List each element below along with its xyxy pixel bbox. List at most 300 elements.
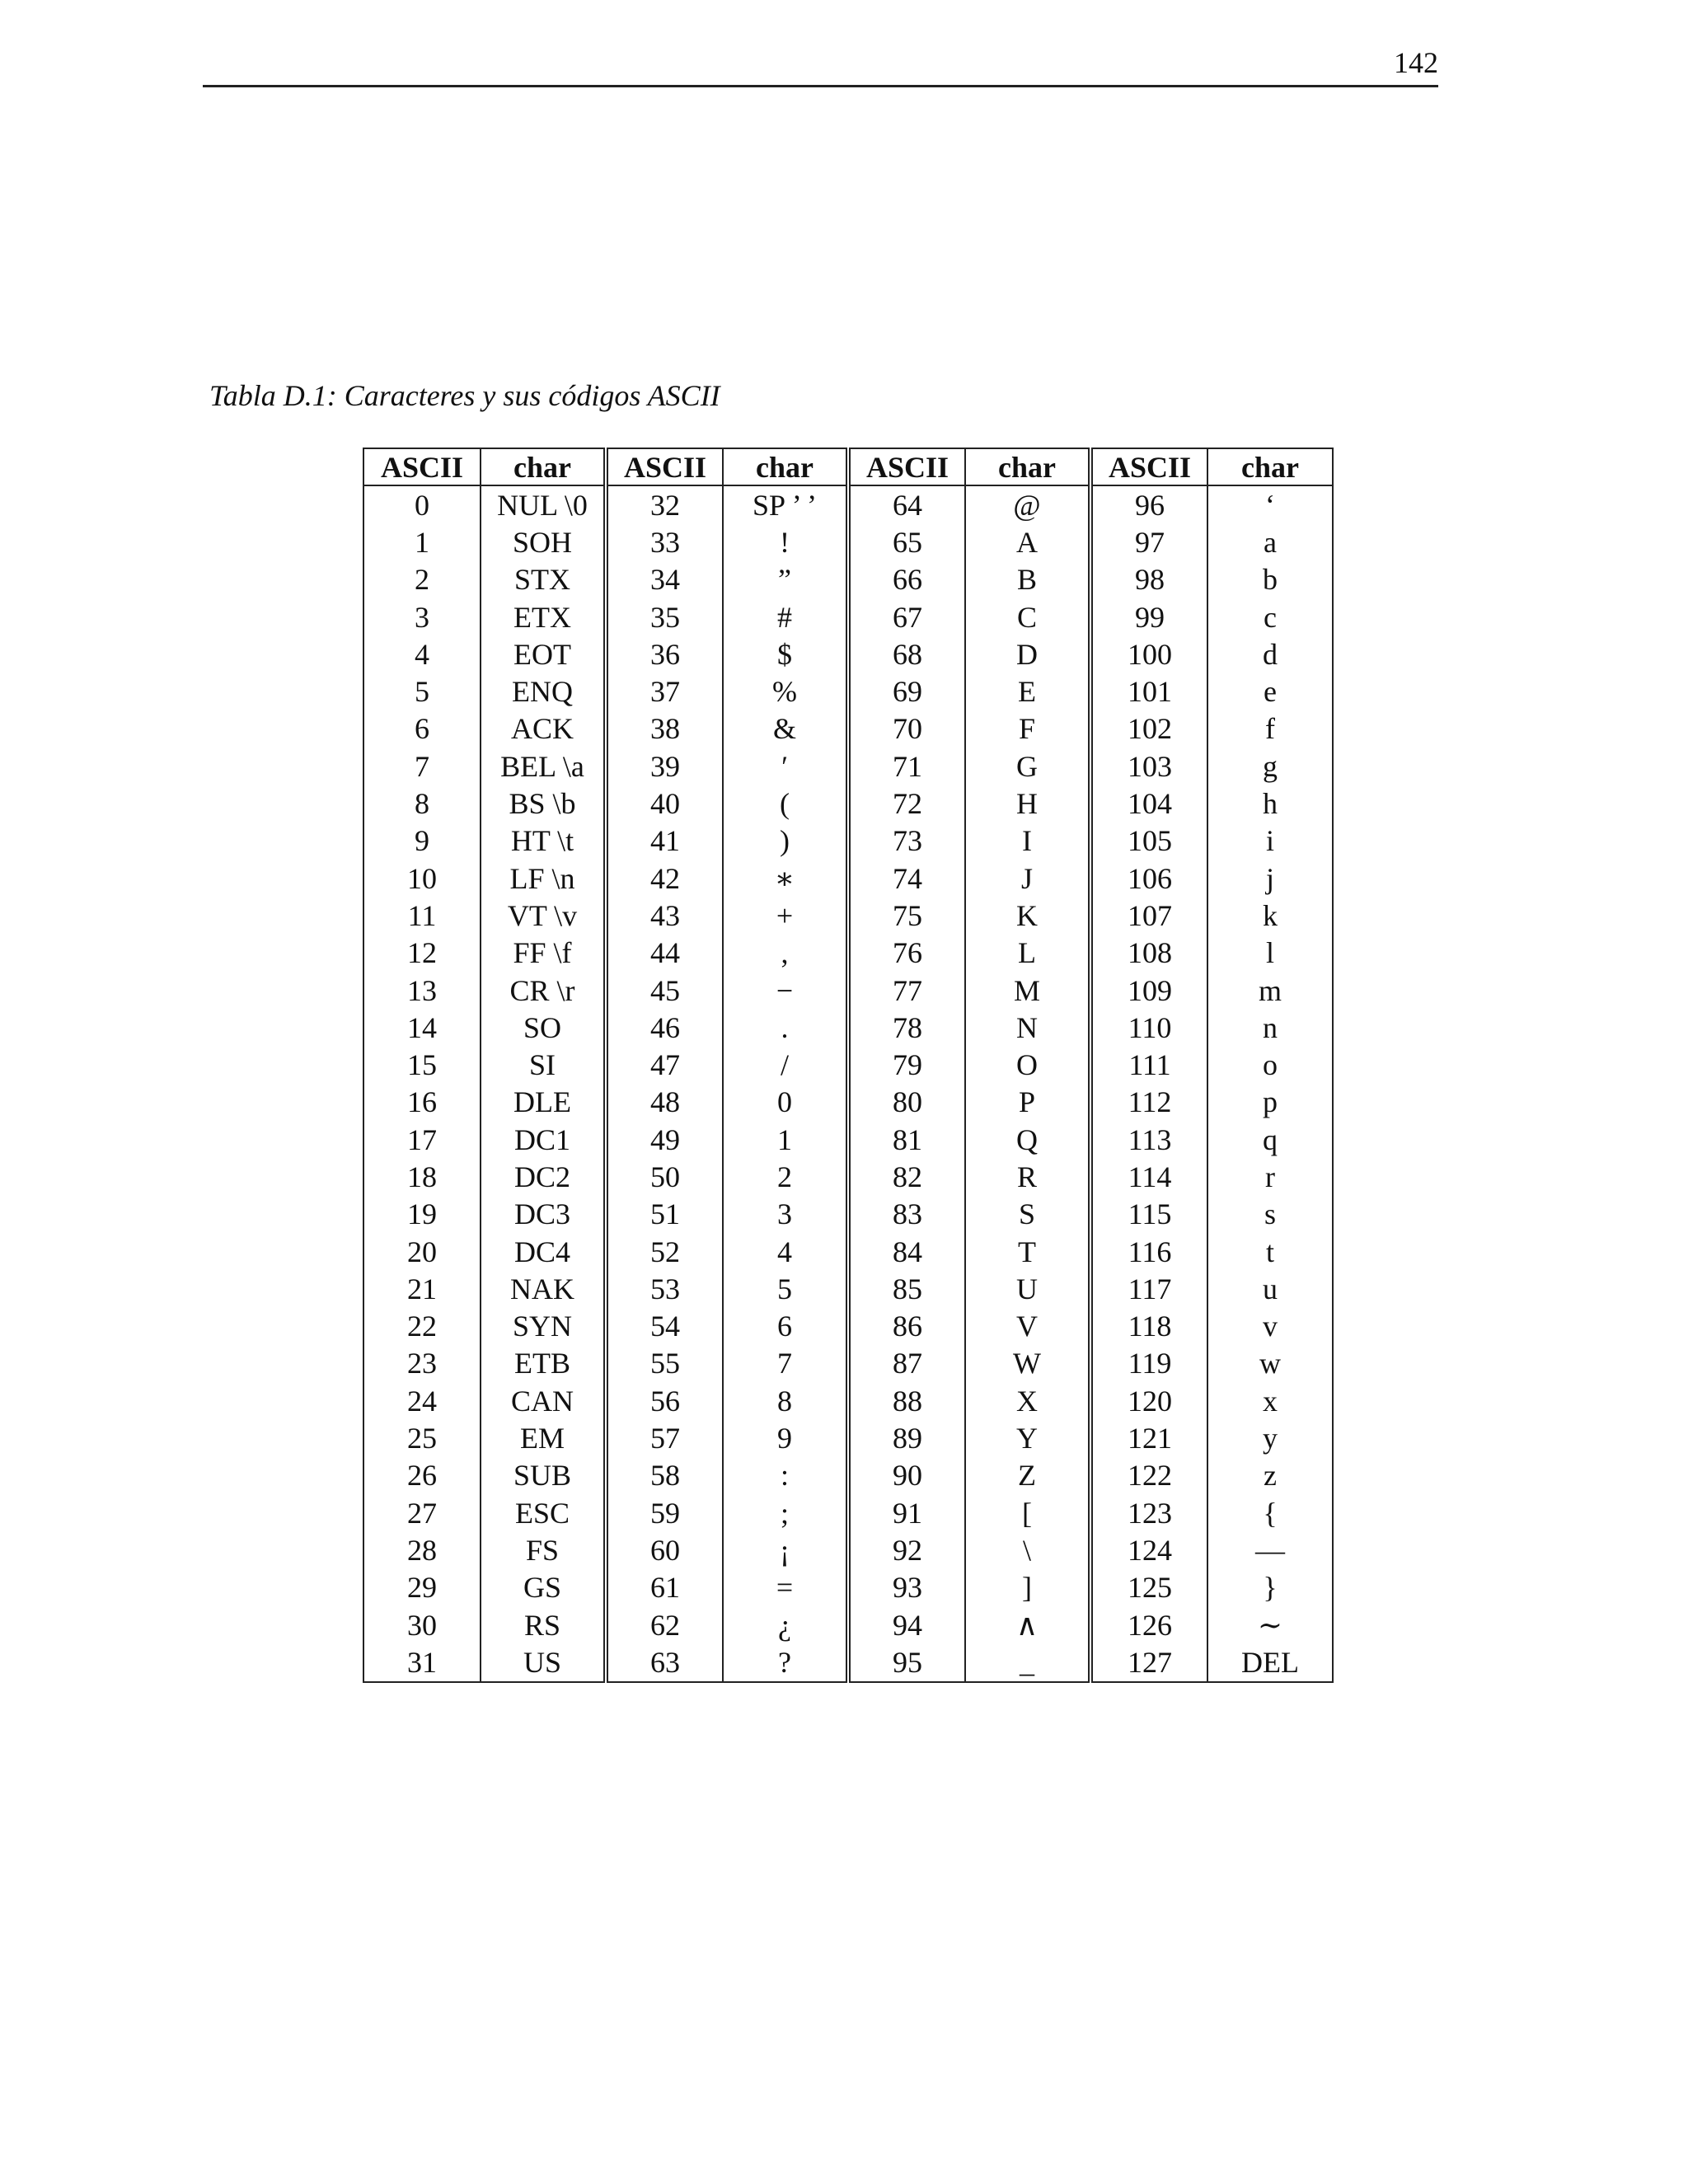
char-cell: D [965, 635, 1090, 673]
ascii-code-cell: 74 [848, 860, 965, 897]
char-cell: d [1207, 635, 1333, 673]
ascii-code-cell: 60 [606, 1531, 723, 1568]
char-cell: \ [965, 1531, 1090, 1568]
char-cell: p [1207, 1084, 1333, 1121]
char-cell: 0 [723, 1084, 848, 1121]
ascii-code-cell: 27 [363, 1494, 481, 1531]
ascii-code-cell: 6 [363, 710, 481, 748]
char-cell: t [1207, 1233, 1333, 1270]
ascii-code-cell: 12 [363, 935, 481, 972]
ascii-code-cell: 99 [1090, 598, 1207, 635]
char-cell: + [723, 897, 848, 934]
page-number: 142 [1394, 46, 1438, 79]
ascii-code-cell: 23 [363, 1345, 481, 1382]
char-cell: U [965, 1270, 1090, 1307]
ascii-code-cell: 55 [606, 1345, 723, 1382]
char-cell: SP ’ ’ [723, 485, 848, 523]
char-cell: ¡ [723, 1531, 848, 1568]
ascii-code-cell: 85 [848, 1270, 965, 1307]
table-row [363, 710, 1333, 748]
table-body [363, 485, 1333, 1682]
char-cell: ) [723, 823, 848, 860]
char-cell: r [1207, 1158, 1333, 1195]
char-cell: u [1207, 1270, 1333, 1307]
ascii-code-cell: 112 [1090, 1084, 1207, 1121]
header-char: char [1207, 448, 1333, 485]
ascii-code-cell: 31 [363, 1643, 481, 1681]
char-cell: l [1207, 935, 1333, 972]
char-cell: DC3 [481, 1196, 606, 1233]
header-ascii: ASCII [363, 448, 481, 485]
ascii-code-cell: 22 [363, 1308, 481, 1345]
char-cell: SI [481, 1046, 606, 1083]
char-cell: 9 [723, 1419, 848, 1456]
ascii-code-cell: 26 [363, 1457, 481, 1494]
ascii-code-cell: 81 [848, 1121, 965, 1158]
ascii-code-cell: 63 [606, 1643, 723, 1681]
char-cell: . [723, 1009, 848, 1046]
char-cell: s [1207, 1196, 1333, 1233]
ascii-code-cell: 82 [848, 1158, 965, 1195]
ascii-code-cell: 15 [363, 1046, 481, 1083]
char-cell: 6 [723, 1308, 848, 1345]
char-cell: ¿ [723, 1606, 848, 1643]
ascii-code-cell: 107 [1090, 897, 1207, 934]
ascii-code-cell: 121 [1090, 1419, 1207, 1456]
ascii-code-cell: 42 [606, 860, 723, 897]
char-cell: { [1207, 1494, 1333, 1531]
table-row [363, 673, 1333, 710]
char-cell: ( [723, 785, 848, 822]
char-cell: k [1207, 897, 1333, 934]
ascii-code-cell: 3 [363, 598, 481, 635]
char-cell: VT \v [481, 897, 606, 934]
char-cell: SOH [481, 523, 606, 560]
ascii-code-cell: 20 [363, 1233, 481, 1270]
char-cell: ∼ [1207, 1606, 1333, 1643]
table-row [363, 1196, 1333, 1233]
ascii-code-cell: 110 [1090, 1009, 1207, 1046]
char-cell: z [1207, 1457, 1333, 1494]
table-row [363, 561, 1333, 598]
char-cell: S [965, 1196, 1090, 1233]
table-row [363, 1531, 1333, 1568]
ascii-code-cell: 113 [1090, 1121, 1207, 1158]
ascii-code-cell: 54 [606, 1308, 723, 1345]
ascii-code-cell: 7 [363, 748, 481, 785]
header-char: char [481, 448, 606, 485]
ascii-code-cell: 25 [363, 1419, 481, 1456]
char-cell: FS [481, 1531, 606, 1568]
ascii-code-cell: 94 [848, 1606, 965, 1643]
char-cell: g [1207, 748, 1333, 785]
char-cell: V [965, 1308, 1090, 1345]
char-cell: L [965, 935, 1090, 972]
ascii-code-cell: 103 [1090, 748, 1207, 785]
char-cell: = [723, 1569, 848, 1606]
char-cell: M [965, 972, 1090, 1009]
ascii-code-cell: 89 [848, 1419, 965, 1456]
char-cell: ′ [723, 748, 848, 785]
ascii-code-cell: 111 [1090, 1046, 1207, 1083]
char-cell: y [1207, 1419, 1333, 1456]
char-cell: BS \b [481, 785, 606, 822]
ascii-code-cell: 72 [848, 785, 965, 822]
ascii-code-cell: 17 [363, 1121, 481, 1158]
char-cell: 3 [723, 1196, 848, 1233]
char-cell: @ [965, 485, 1090, 523]
ascii-code-cell: 18 [363, 1158, 481, 1195]
ascii-code-cell: 32 [606, 485, 723, 523]
ascii-code-cell: 73 [848, 823, 965, 860]
char-cell: Y [965, 1419, 1090, 1456]
char-cell: J [965, 860, 1090, 897]
ascii-code-cell: 98 [1090, 561, 1207, 598]
char-cell: W [965, 1345, 1090, 1382]
char-cell: DC1 [481, 1121, 606, 1158]
char-cell: I [965, 823, 1090, 860]
char-cell: F [965, 710, 1090, 748]
ascii-code-cell: 122 [1090, 1457, 1207, 1494]
table-caption: Tabla D.1: Caracteres y sus códigos ASCII [209, 379, 720, 412]
ascii-code-cell: 62 [606, 1606, 723, 1643]
ascii-code-cell: 114 [1090, 1158, 1207, 1195]
ascii-code-cell: 125 [1090, 1569, 1207, 1606]
char-cell: 8 [723, 1382, 848, 1419]
ascii-code-cell: 43 [606, 897, 723, 934]
ascii-code-cell: 5 [363, 673, 481, 710]
ascii-code-cell: 83 [848, 1196, 965, 1233]
char-cell: EM [481, 1419, 606, 1456]
char-cell: ” [723, 561, 848, 598]
ascii-code-cell: 96 [1090, 485, 1207, 523]
char-cell: — [1207, 1531, 1333, 1568]
char-cell: N [965, 1009, 1090, 1046]
ascii-code-cell: 53 [606, 1270, 723, 1307]
char-cell: P [965, 1084, 1090, 1121]
ascii-code-cell: 78 [848, 1009, 965, 1046]
ascii-code-cell: 56 [606, 1382, 723, 1419]
ascii-code-cell: 57 [606, 1419, 723, 1456]
table-row [363, 635, 1333, 673]
char-cell: NAK [481, 1270, 606, 1307]
ascii-code-cell: 28 [363, 1531, 481, 1568]
char-cell: STX [481, 561, 606, 598]
ascii-code-cell: 46 [606, 1009, 723, 1046]
ascii-code-cell: 34 [606, 561, 723, 598]
ascii-code-cell: 16 [363, 1084, 481, 1121]
char-cell: H [965, 785, 1090, 822]
ascii-code-cell: 71 [848, 748, 965, 785]
table-row [363, 935, 1333, 972]
table-row [363, 1233, 1333, 1270]
char-cell: GS [481, 1569, 606, 1606]
char-cell: 7 [723, 1345, 848, 1382]
ascii-code-cell: 24 [363, 1382, 481, 1419]
ascii-code-cell: 77 [848, 972, 965, 1009]
ascii-code-cell: 9 [363, 823, 481, 860]
ascii-code-cell: 123 [1090, 1494, 1207, 1531]
ascii-code-cell: 45 [606, 972, 723, 1009]
char-cell: O [965, 1046, 1090, 1083]
ascii-code-cell: 91 [848, 1494, 965, 1531]
table-row [363, 748, 1333, 785]
table-row [363, 1084, 1333, 1121]
ascii-code-cell: 0 [363, 485, 481, 523]
char-cell: DC4 [481, 1233, 606, 1270]
ascii-code-cell: 102 [1090, 710, 1207, 748]
char-cell: m [1207, 972, 1333, 1009]
ascii-code-cell: 84 [848, 1233, 965, 1270]
ascii-code-cell: 21 [363, 1270, 481, 1307]
table-row [363, 860, 1333, 897]
char-cell: G [965, 748, 1090, 785]
ascii-table [363, 448, 1334, 1683]
ascii-code-cell: 127 [1090, 1643, 1207, 1681]
char-cell: T [965, 1233, 1090, 1270]
ascii-code-cell: 41 [606, 823, 723, 860]
ascii-code-cell: 36 [606, 635, 723, 673]
table-row [363, 1270, 1333, 1307]
char-cell: E [965, 673, 1090, 710]
ascii-code-cell: 50 [606, 1158, 723, 1195]
char-cell: q [1207, 1121, 1333, 1158]
table-row [363, 523, 1333, 560]
char-cell: SO [481, 1009, 606, 1046]
ascii-code-cell: 86 [848, 1308, 965, 1345]
ascii-code-cell: 30 [363, 1606, 481, 1643]
ascii-code-cell: 1 [363, 523, 481, 560]
ascii-code-cell: 64 [848, 485, 965, 523]
char-cell: n [1207, 1009, 1333, 1046]
char-cell: LF \n [481, 860, 606, 897]
char-cell: & [723, 710, 848, 748]
char-cell: ∗ [723, 860, 848, 897]
table-row [363, 1643, 1333, 1681]
char-cell: BEL \a [481, 748, 606, 785]
ascii-code-cell: 35 [606, 598, 723, 635]
ascii-code-cell: 126 [1090, 1606, 1207, 1643]
table-row [363, 785, 1333, 822]
char-cell: DLE [481, 1084, 606, 1121]
char-cell: c [1207, 598, 1333, 635]
ascii-code-cell: 49 [606, 1121, 723, 1158]
ascii-code-cell: 52 [606, 1233, 723, 1270]
ascii-code-cell: 44 [606, 935, 723, 972]
char-cell: , [723, 935, 848, 972]
table-row [363, 1382, 1333, 1419]
ascii-code-cell: 47 [606, 1046, 723, 1083]
ascii-code-cell: 38 [606, 710, 723, 748]
char-cell: ∧ [965, 1606, 1090, 1643]
ascii-code-cell: 48 [606, 1084, 723, 1121]
char-cell: f [1207, 710, 1333, 748]
ascii-code-cell: 75 [848, 897, 965, 934]
table-row [363, 823, 1333, 860]
ascii-code-cell: 37 [606, 673, 723, 710]
ascii-code-cell: 29 [363, 1569, 481, 1606]
ascii-code-cell: 14 [363, 1009, 481, 1046]
char-cell: ACK [481, 710, 606, 748]
char-cell: Z [965, 1457, 1090, 1494]
header-char: char [965, 448, 1090, 485]
table-row [363, 1046, 1333, 1083]
table-row [363, 1345, 1333, 1382]
char-cell: # [723, 598, 848, 635]
ascii-code-cell: 100 [1090, 635, 1207, 673]
char-cell: : [723, 1457, 848, 1494]
ascii-code-cell: 116 [1090, 1233, 1207, 1270]
char-cell: 1 [723, 1121, 848, 1158]
char-cell: ? [723, 1643, 848, 1681]
ascii-code-cell: 69 [848, 673, 965, 710]
char-cell: o [1207, 1046, 1333, 1083]
char-cell: − [723, 972, 848, 1009]
ascii-code-cell: 93 [848, 1569, 965, 1606]
ascii-code-cell: 108 [1090, 935, 1207, 972]
ascii-code-cell: 4 [363, 635, 481, 673]
table-row [363, 1457, 1333, 1494]
table-row [363, 1494, 1333, 1531]
ascii-code-cell: 120 [1090, 1382, 1207, 1419]
table-row [363, 1308, 1333, 1345]
ascii-code-cell: 33 [606, 523, 723, 560]
char-cell: ENQ [481, 673, 606, 710]
char-cell: EOT [481, 635, 606, 673]
char-cell: HT \t [481, 823, 606, 860]
char-cell: ETX [481, 598, 606, 635]
ascii-code-cell: 40 [606, 785, 723, 822]
ascii-code-cell: 80 [848, 1084, 965, 1121]
ascii-code-cell: 61 [606, 1569, 723, 1606]
char-cell: ‘ [1207, 485, 1333, 523]
char-cell: CAN [481, 1382, 606, 1419]
ascii-code-cell: 67 [848, 598, 965, 635]
header-char: char [723, 448, 848, 485]
char-cell: ] [965, 1569, 1090, 1606]
ascii-code-cell: 95 [848, 1643, 965, 1681]
char-cell: Q [965, 1121, 1090, 1158]
char-cell: R [965, 1158, 1090, 1195]
ascii-code-cell: 11 [363, 897, 481, 934]
header-ascii: ASCII [606, 448, 723, 485]
ascii-code-cell: 2 [363, 561, 481, 598]
table-row [363, 1606, 1333, 1643]
ascii-code-cell: 115 [1090, 1196, 1207, 1233]
table-row [363, 598, 1333, 635]
table-row [363, 972, 1333, 1009]
char-cell: ; [723, 1494, 848, 1531]
ascii-code-cell: 58 [606, 1457, 723, 1494]
char-cell: FF \f [481, 935, 606, 972]
ascii-code-cell: 124 [1090, 1531, 1207, 1568]
char-cell: ETB [481, 1345, 606, 1382]
char-cell: DEL [1207, 1643, 1333, 1681]
ascii-code-cell: 70 [848, 710, 965, 748]
ascii-code-cell: 105 [1090, 823, 1207, 860]
char-cell: SYN [481, 1308, 606, 1345]
table-row [363, 1121, 1333, 1158]
char-cell: K [965, 897, 1090, 934]
header-rule [203, 85, 1438, 87]
char-cell: w [1207, 1345, 1333, 1382]
ascii-code-cell: 10 [363, 860, 481, 897]
char-cell: v [1207, 1308, 1333, 1345]
char-cell: 5 [723, 1270, 848, 1307]
char-cell: ESC [481, 1494, 606, 1531]
char-cell: } [1207, 1569, 1333, 1606]
char-cell: j [1207, 860, 1333, 897]
char-cell: SUB [481, 1457, 606, 1494]
table-header-row [363, 448, 1333, 485]
table-row [363, 1419, 1333, 1456]
ascii-code-cell: 118 [1090, 1308, 1207, 1345]
char-cell: _ [965, 1643, 1090, 1681]
char-cell: NUL \0 [481, 485, 606, 523]
ascii-code-cell: 101 [1090, 673, 1207, 710]
header-ascii: ASCII [1090, 448, 1207, 485]
ascii-code-cell: 13 [363, 972, 481, 1009]
ascii-code-cell: 119 [1090, 1345, 1207, 1382]
ascii-code-cell: 87 [848, 1345, 965, 1382]
char-cell: DC2 [481, 1158, 606, 1195]
table-row [363, 1569, 1333, 1606]
char-cell: RS [481, 1606, 606, 1643]
ascii-code-cell: 104 [1090, 785, 1207, 822]
ascii-code-cell: 117 [1090, 1270, 1207, 1307]
table-row [363, 1009, 1333, 1046]
char-cell: ! [723, 523, 848, 560]
ascii-code-cell: 68 [848, 635, 965, 673]
char-cell: US [481, 1643, 606, 1681]
table-row [363, 485, 1333, 523]
header-ascii: ASCII [848, 448, 965, 485]
ascii-code-cell: 79 [848, 1046, 965, 1083]
ascii-code-cell: 66 [848, 561, 965, 598]
char-cell: C [965, 598, 1090, 635]
ascii-code-cell: 51 [606, 1196, 723, 1233]
ascii-code-cell: 109 [1090, 972, 1207, 1009]
ascii-code-cell: 90 [848, 1457, 965, 1494]
ascii-code-cell: 19 [363, 1196, 481, 1233]
ascii-code-cell: 39 [606, 748, 723, 785]
char-cell: i [1207, 823, 1333, 860]
table-row [363, 897, 1333, 934]
ascii-code-cell: 76 [848, 935, 965, 972]
char-cell: h [1207, 785, 1333, 822]
ascii-code-cell: 97 [1090, 523, 1207, 560]
char-cell: 4 [723, 1233, 848, 1270]
char-cell: a [1207, 523, 1333, 560]
char-cell: CR \r [481, 972, 606, 1009]
char-cell: % [723, 673, 848, 710]
char-cell: B [965, 561, 1090, 598]
ascii-code-cell: 8 [363, 785, 481, 822]
ascii-code-cell: 106 [1090, 860, 1207, 897]
char-cell: A [965, 523, 1090, 560]
char-cell: $ [723, 635, 848, 673]
ascii-code-cell: 65 [848, 523, 965, 560]
char-cell: 2 [723, 1158, 848, 1195]
char-cell: x [1207, 1382, 1333, 1419]
char-cell: [ [965, 1494, 1090, 1531]
ascii-code-cell: 88 [848, 1382, 965, 1419]
char-cell: / [723, 1046, 848, 1083]
ascii-code-cell: 59 [606, 1494, 723, 1531]
ascii-code-cell: 92 [848, 1531, 965, 1568]
char-cell: b [1207, 561, 1333, 598]
char-cell: X [965, 1382, 1090, 1419]
